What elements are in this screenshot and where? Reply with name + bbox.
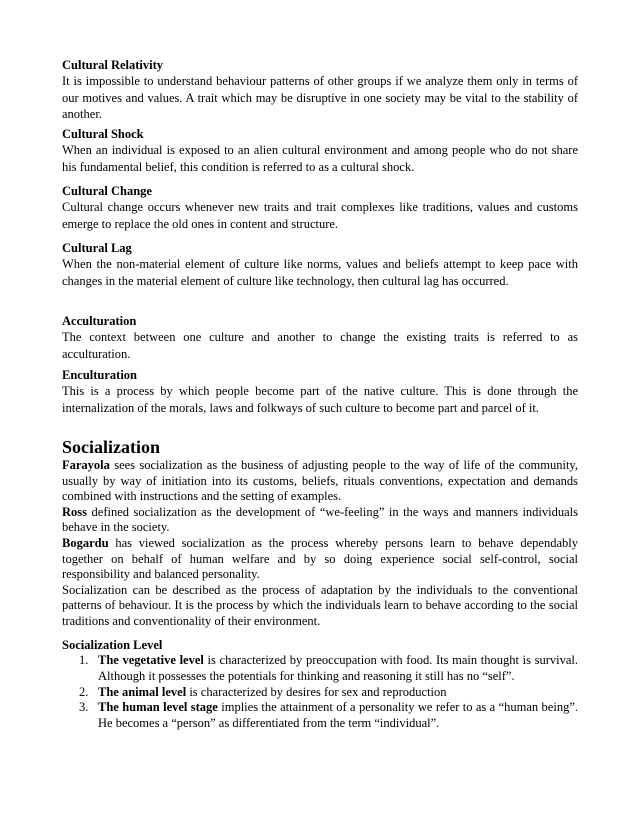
section-cultural-relativity [62, 57, 578, 123]
section-socialization [62, 436, 578, 630]
section-cultural-shock [62, 126, 578, 175]
section-body: When an individual is exposed to an alien cultural environment and among people who do not share his fundamental belief, this condition is referred to as a cultural shock. [62, 143, 578, 174]
section-body: It is impossible to understand behaviour patterns of other groups if we analyze them only in terms of our motives and values. A trait which may be disruptive in one society may be vital to the stability of another. [62, 74, 578, 122]
section-body: Cultural change occurs whenever new traits and trait complexes like traditions, values and customs emerge to replace the old ones in content and structure. [62, 200, 578, 231]
section-heading: Cultural Lag [62, 241, 132, 255]
section-cultural-change [62, 183, 578, 232]
socialization-title: Socialization [62, 437, 160, 457]
section-body: When the non-material element of culture like norms, values and beliefs attempt to keep pace with changes in the material element of culture like technology, then cultural lag has occurred. [62, 257, 578, 288]
section-socialization-level [62, 637, 578, 732]
section-heading: Cultural Relativity [62, 58, 164, 72]
section-heading: Acculturation [62, 314, 137, 328]
section-heading: Socialization Level [62, 638, 163, 652]
socialization-paragraph: Farayola sees socialization as the business of adjusting people to the way of life of the community, usually by way of initiation into its customs, beliefs, rituals conventions, expectation and demands combined with instructions and the setting of examples. [62, 458, 578, 504]
section-acculturation [62, 313, 578, 362]
section-heading: Cultural Shock [62, 127, 144, 141]
section-body: The context between one culture and another to change the existing traits is referred to as acculturation. [62, 330, 578, 361]
section-body: This is a process by which people become part of the native culture. This is done through the internalization of the morals, laws and folkways of such culture to become part and parcel of it. [62, 384, 578, 415]
section-heading: Cultural Change [62, 184, 152, 198]
socialization-paragraph: Ross defined socialization as the development of “we-feeling” in the ways and manners individuals behave in the society. [62, 504, 578, 535]
list-item: 3. The human level stage implies the attainment of a personality we refer to as a “human being”. He becomes a “person” as differentiated from the term “individual”. [79, 700, 578, 731]
list-item: 1. The vegetative level is characterized by preoccupation with food. Its main thought is survival. Although it possesses the potentials for thinking and reasoning it still has no “self”. [79, 653, 578, 683]
section-cultural-lag [62, 240, 578, 289]
section-enculturation [62, 367, 578, 416]
socialization-paragraph: Socialization can be described as the process of adaptation by the individuals to the conventional patterns of behaviour. It is the process by which the individuals learn to behave according to the social traditions and conventionality of their environment. [62, 582, 578, 628]
section-heading: Enculturation [62, 368, 138, 382]
list-item: 2. The animal level is characterized by desires for sex and reproduction [79, 684, 447, 699]
levels-list [62, 653, 578, 732]
socialization-paragraph: Bogardu has viewed socialization as the process whereby persons learn to behave dependably together on behalf of human welfare and by so doing experience social self-control, social responsibility and balanced personality. [62, 535, 578, 582]
